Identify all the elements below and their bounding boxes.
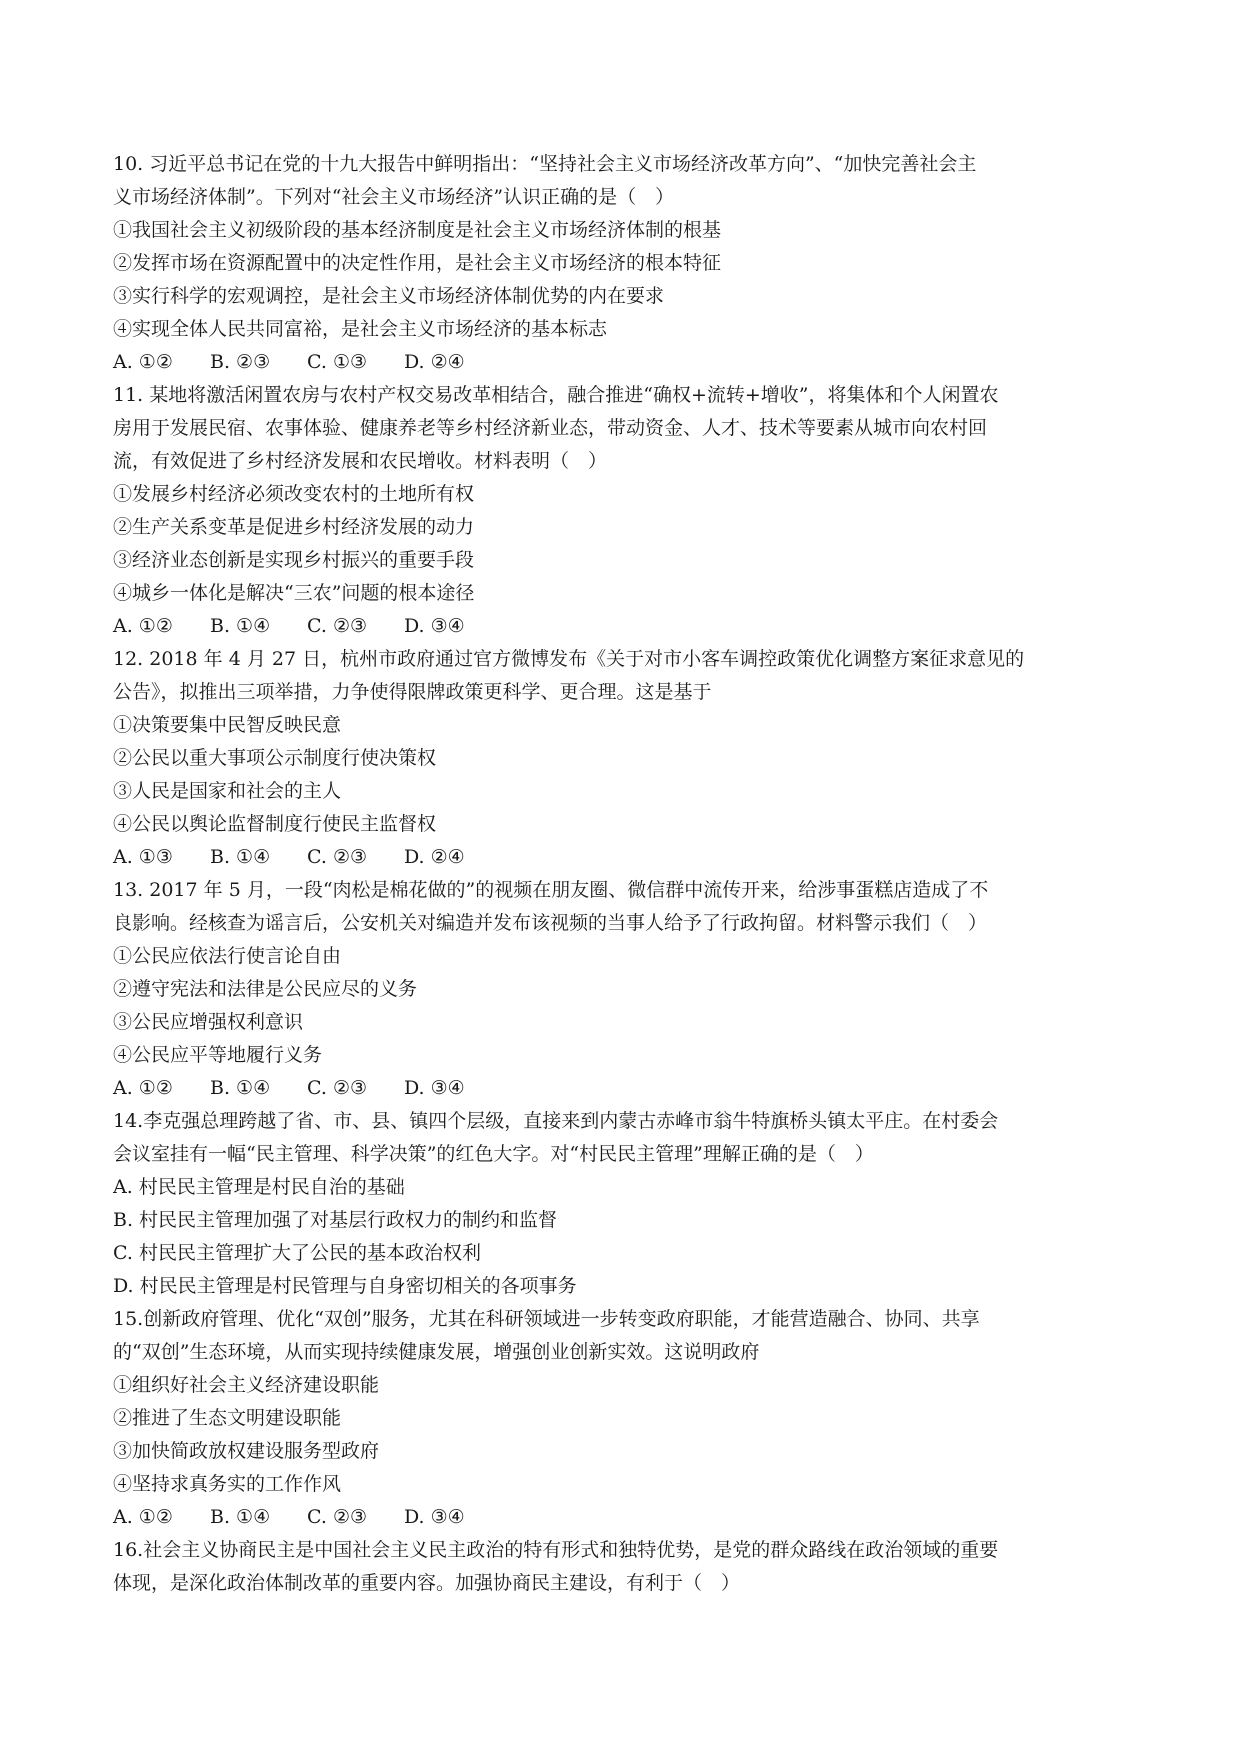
answer-option: D. ②④ bbox=[404, 351, 465, 373]
question-stem-line: 13. 2017 年 5 月，一段“肉松是棉花做的”的视频在朋友圈、微信群中流传开来，给涉事蛋糕店造成了不 bbox=[113, 879, 989, 901]
question-item: ②生产关系变革是促进乡村经济发展的动力 bbox=[113, 516, 475, 538]
exam-page bbox=[113, 148, 1133, 1600]
question-14 bbox=[113, 1105, 1133, 1303]
answer-option: D. ③④ bbox=[404, 1506, 465, 1528]
answer-option: C. ②③ bbox=[307, 846, 368, 868]
question-stem-line: 良影响。经核查为谣言后，公安机关对编造并发布该视频的当事人给予了行政拘留。材料警示我们（ ） bbox=[113, 912, 988, 934]
question-item: ③实行科学的宏观调控，是社会主义市场经济体制优势的内在要求 bbox=[113, 285, 665, 307]
answer-option: A. ①② bbox=[113, 351, 173, 373]
answer-option: B. ①④ bbox=[210, 615, 271, 637]
answer-option: C. ②③ bbox=[307, 1506, 368, 1528]
answer-option: C. 村民民主管理扩大了公民的基本政治权利 bbox=[113, 1242, 481, 1264]
answer-option: B. 村民民主管理加强了对基层行政权力的制约和监督 bbox=[113, 1209, 558, 1231]
question-item: ②公民以重大事项公示制度行使决策权 bbox=[113, 747, 437, 769]
question-stem-line: 11. 某地将激活闲置农房与农村产权交易改革相结合，融合推进“确权+流转+增收”，将集体和个人闲置农 bbox=[113, 384, 999, 406]
question-11 bbox=[113, 379, 1133, 643]
question-item: ②推进了生态文明建设职能 bbox=[113, 1407, 342, 1429]
question-stem-line: 16.社会主义协商民主是中国社会主义民主政治的特有形式和独特优势，是党的群众路线在政治领域的重要 bbox=[113, 1539, 999, 1561]
question-stem-line: 14.李克强总理跨越了省、市、县、镇四个层级，直接来到内蒙古赤峰市翁牛特旗桥头镇太平庄。在村委会 bbox=[113, 1110, 999, 1132]
question-stem-line: 流，有效促进了乡村经济发展和农民增收。材料表明（ ） bbox=[113, 450, 608, 472]
question-item: ①决策要集中民智反映民意 bbox=[113, 714, 342, 736]
question-item: ④城乡一体化是解决“三农”问题的根本途径 bbox=[113, 582, 475, 604]
answer-option: B. ①④ bbox=[210, 1077, 271, 1099]
question-item: ①公民应依法行使言论自由 bbox=[113, 945, 342, 967]
question-12 bbox=[113, 643, 1133, 874]
answer-option: C. ①③ bbox=[307, 351, 368, 373]
answer-options bbox=[113, 1072, 1133, 1105]
answer-option: C. ②③ bbox=[307, 615, 368, 637]
question-item: ③公民应增强权利意识 bbox=[113, 1011, 304, 1033]
question-item: ①我国社会主义初级阶段的基本经济制度是社会主义市场经济体制的根基 bbox=[113, 219, 722, 241]
answer-option: A. ①③ bbox=[113, 846, 173, 868]
question-item: ④实现全体人民共同富裕，是社会主义市场经济的基本标志 bbox=[113, 318, 608, 340]
answer-option: D. ②④ bbox=[404, 846, 465, 868]
question-stem-line: 房用于发展民宿、农事体验、健康养老等乡村经济新业态，带动资金、人才、技术等要素从城市向农村回 bbox=[113, 417, 988, 439]
answer-option: D. 村民民主管理是村民管理与自身密切相关的各项事务 bbox=[113, 1275, 577, 1297]
question-item: ①组织好社会主义经济建设职能 bbox=[113, 1374, 380, 1396]
answer-option: A. ①② bbox=[113, 615, 173, 637]
question-item: ④坚持求真务实的工作作风 bbox=[113, 1473, 342, 1495]
question-16 bbox=[113, 1534, 1133, 1600]
question-10 bbox=[113, 148, 1133, 379]
answer-options bbox=[113, 610, 1133, 643]
question-13 bbox=[113, 874, 1133, 1105]
answer-options bbox=[113, 841, 1133, 874]
question-stem-line: 公告》，拟推出三项举措，力争使得限牌政策更科学、更合理。这是基于 bbox=[113, 681, 712, 703]
question-item: ②发挥市场在资源配置中的决定性作用，是社会主义市场经济的根本特征 bbox=[113, 252, 722, 274]
answer-option: B. ①④ bbox=[210, 1506, 271, 1528]
question-stem-line: 12. 2018 年 4 月 27 日，杭州市政府通过官方微博发布《关于对市小客车调控政策优化调整方案征求意见的 bbox=[113, 648, 1025, 670]
question-item: ②遵守宪法和法律是公民应尽的义务 bbox=[113, 978, 418, 1000]
question-15 bbox=[113, 1303, 1133, 1534]
answer-option: D. ③④ bbox=[404, 615, 465, 637]
question-stem-line: 义市场经济体制”。下列对“社会主义市场经济”认识正确的是（ ） bbox=[113, 186, 675, 208]
question-stem-line: 体现，是深化政治体制改革的重要内容。加强协商民主建设，有利于（ ） bbox=[113, 1572, 741, 1594]
question-stem-line: 会议室挂有一幅“民主管理、科学决策”的红色大字。对“村民民主管理”理解正确的是（ ） bbox=[113, 1143, 874, 1165]
answer-options bbox=[113, 1501, 1133, 1534]
question-item: ③加快简政放权建设服务型政府 bbox=[113, 1440, 380, 1462]
question-stem-line: 的“双创”生态环境，从而实现持续健康发展，增强创业创新实效。这说明政府 bbox=[113, 1341, 760, 1363]
answer-option: B. ②③ bbox=[210, 351, 271, 373]
answer-options bbox=[113, 346, 1133, 379]
question-item: ③经济业态创新是实现乡村振兴的重要手段 bbox=[113, 549, 475, 571]
answer-option: A. 村民民主管理是村民自治的基础 bbox=[113, 1176, 405, 1198]
question-item: ④公民以舆论监督制度行使民主监督权 bbox=[113, 813, 437, 835]
question-item: ④公民应平等地履行义务 bbox=[113, 1044, 323, 1066]
answer-option: C. ②③ bbox=[307, 1077, 368, 1099]
answer-option: B. ①④ bbox=[210, 846, 271, 868]
answer-option: A. ①② bbox=[113, 1506, 173, 1528]
answer-option: D. ③④ bbox=[404, 1077, 465, 1099]
question-item: ③人民是国家和社会的主人 bbox=[113, 780, 342, 802]
question-item: ①发展乡村经济必须改变农村的土地所有权 bbox=[113, 483, 475, 505]
question-stem-line: 10. 习近平总书记在党的十九大报告中鲜明指出：“坚持社会主义市场经济改革方向”、“加快完善社会主 bbox=[113, 153, 977, 175]
answer-option: A. ①② bbox=[113, 1077, 173, 1099]
question-stem-line: 15.创新政府管理、优化“双创”服务，尤其在科研领域进一步转变政府职能，才能营造融合、协同、共享 bbox=[113, 1308, 980, 1330]
